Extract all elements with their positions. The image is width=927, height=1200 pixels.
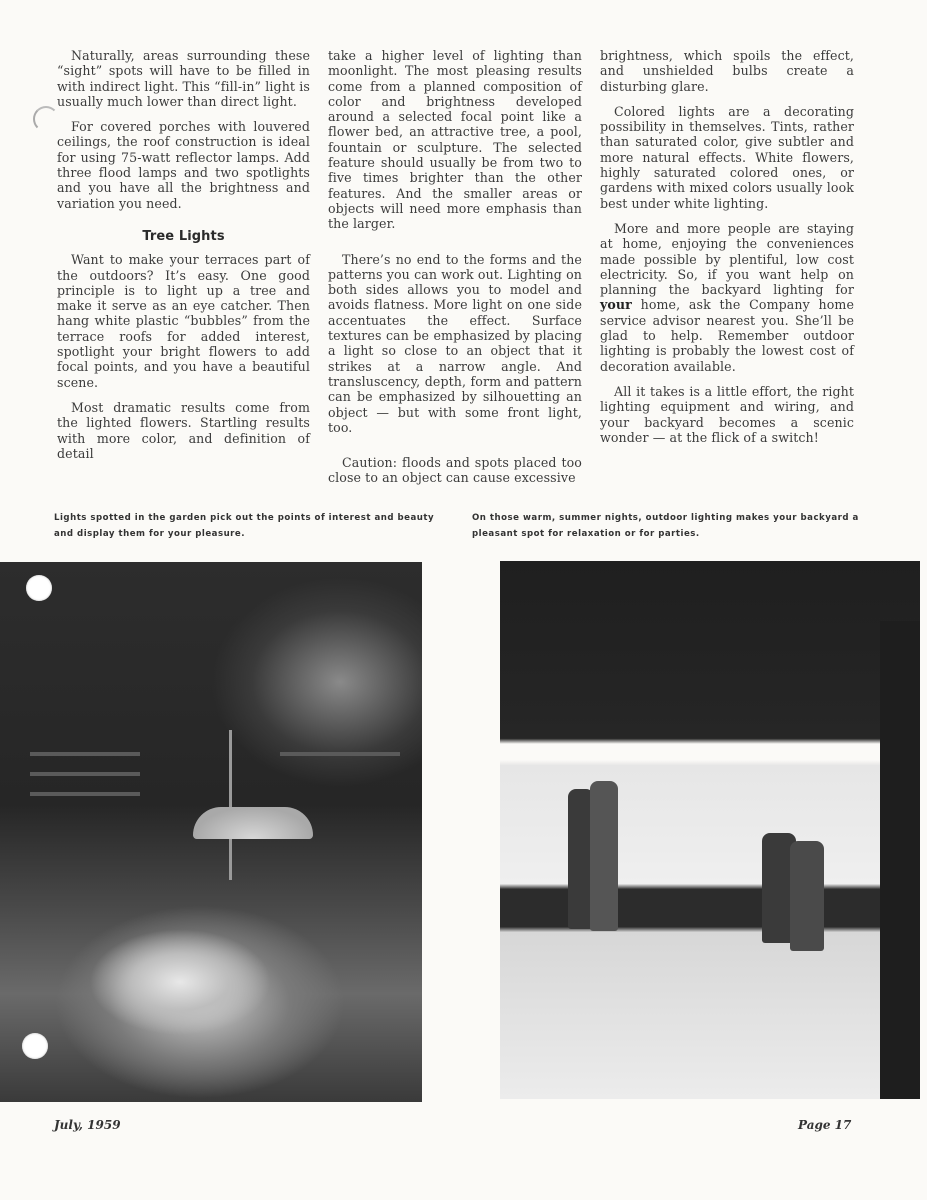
paragraph: Want to make your terraces part of the outdoors? It’s easy. One good principle is to light up a tree and make it serve as an eye catcher. Then hang white plastic “bubbles” from the terrace roofs for added interest, spotlight your bright flowers to add focal points, and you have a beautiful scene. [57,252,310,390]
paragraph: Colored lights are a decorating possibility in themselves. Tints, rather than saturated color, give subtler and more natural effects. White flowers, highly saturated colored ones, or gardens with mixed colors usually look best under white lighting. [600,103,854,211]
fence-rail [30,792,140,796]
lamp-pole [229,730,232,880]
text-column-1 [57,48,310,471]
paragraph: Naturally, areas surrounding these “sight” spots will have to be filled in with indirect light. This “fill-in” light is usually much lower than direct light. [57,48,310,109]
paragraph: All it takes is a little effort, the right lighting equipment and wiring, and your backyard becomes a scenic wonder — at the flick of a switch! [600,383,854,445]
seated-figure [790,841,824,951]
text-column-3 [600,48,854,455]
fence-rail [30,772,140,776]
binder-punch-hole [26,575,52,601]
section-heading: Tree Lights [142,228,225,244]
emphasis-your: your [600,297,632,313]
photo-caption-left: Lights spotted in the garden pick out the points of interest and beauty and display them for your pleasure. [54,513,435,539]
paragraph: take a higher level of lighting than moonlight. The most pleasing results come from a planned composition of color and brightness developed around a selected focal point like a flower bed, an attractive tree, a pool, fountain or sculpture. The selected feature should usually be from two to five times brighter than the other features. And the smaller areas or objects will need more emphasis than the larger. [328,48,582,232]
dancer-figure [590,781,618,931]
mushroom-lamp [193,807,313,839]
paragraph: More and more people are staying at home, enjoying the conveniences made possible by plentiful, low cost electricity. So, if you want help on planning the backyard lighting for your home, ask the Company home service advisor nearest you. She’ll be glad to help. Remember outdoor lighting is probably the lowest cost of decoration available. [600,220,854,374]
paragraph: There’s no end to the forms and the patterns you can work out. Lighting on both sides allows you to model and avoids flatness. More light on one side accentuates the effect. Surface textures can be emphasized by placing a light so close to an object that it strikes at a narrow angle. And transluscency, depth, form and pattern can be emphasized by silhouetting an object — but with some front light, too. [328,251,582,435]
paragraph: Caution: floods and spots placed too close to an object can cause excessive [328,455,582,486]
paragraph: brightness, which spoils the effect, and unshielded bulbs create a disturbing glare. [600,48,854,94]
text-column-2 [328,48,582,496]
garden-lighting-photo [0,562,422,1102]
issue-date: July, 1959 [54,1118,121,1132]
page-number: Page 17 [798,1118,852,1132]
fence-rail [280,752,400,756]
tree-trunk [880,621,920,1099]
paragraph: For covered porches with louvered ceilings, the roof construction is ideal for using 75-watt reflector lamps. Add three flood lamps and two spotlights and you have all the brightness and variation you need. [57,119,310,211]
photo-caption-right: On those warm, summer nights, outdoor lighting makes your backyard a pleasant spot for relaxation or for parties. [472,513,859,539]
paragraph: Most dramatic results come from the lighted flowers. Startling results with more color, and definition of detail [57,399,310,461]
fence-rail [30,752,140,756]
punch-hole-shadow [33,106,59,132]
binder-punch-hole [22,1033,48,1059]
patio-party-photo [500,561,920,1099]
